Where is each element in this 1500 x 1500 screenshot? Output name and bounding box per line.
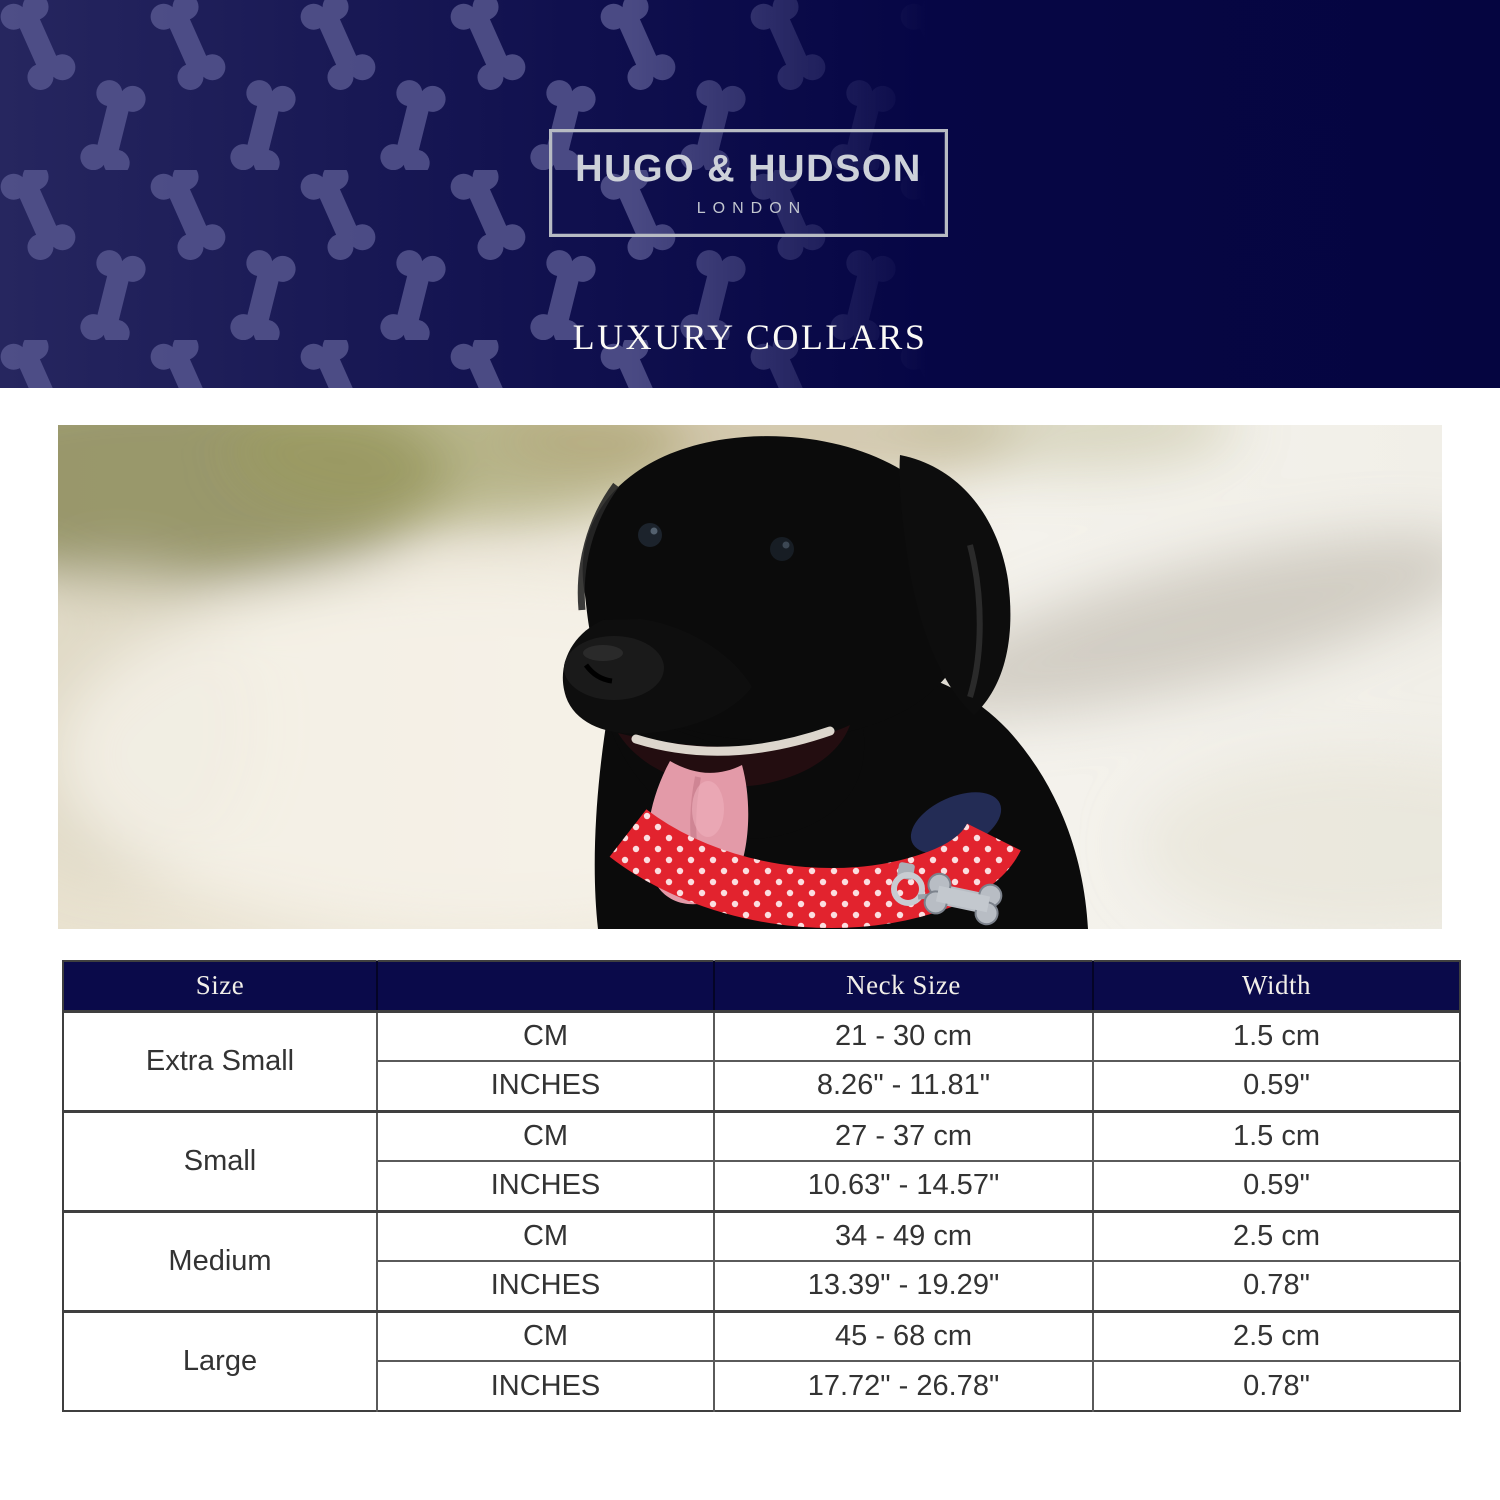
unit-cell: CM [377,1211,714,1261]
unit-cell: INCHES [377,1261,714,1311]
width-cell: 0.59" [1093,1061,1460,1111]
neck-cell: 27 - 37 cm [714,1111,1093,1161]
brand-city: LONDON [696,200,808,217]
table-row [63,1111,1460,1161]
brand-banner [0,0,1500,388]
header-unit [377,961,714,1011]
size-cell: Large [63,1311,377,1411]
product-photo [58,425,1442,929]
page-title: LUXURY COLLARS [572,317,928,357]
unit-cell: CM [377,1111,714,1161]
neck-cell: 17.72" - 26.78" [714,1361,1093,1411]
neck-cell: 13.39" - 19.29" [714,1261,1093,1311]
table-row [63,1311,1460,1361]
unit-cell: INCHES [377,1361,714,1411]
unit-cell: CM [377,1311,714,1361]
header-width: Width [1093,961,1460,1011]
size-cell: Extra Small [63,1011,377,1111]
header-size: Size [63,961,377,1011]
size-cell: Small [63,1111,377,1211]
width-cell: 2.5 cm [1093,1311,1460,1361]
width-cell: 0.59" [1093,1161,1460,1211]
dog-photo-illustration [58,425,1442,929]
width-cell: 0.78" [1093,1261,1460,1311]
table-row [63,1211,1460,1261]
brand-logo [549,129,948,237]
neck-cell: 45 - 68 cm [714,1311,1093,1361]
width-cell: 1.5 cm [1093,1111,1460,1161]
table-header-row [63,961,1460,1011]
neck-cell: 10.63" - 14.57" [714,1161,1093,1211]
dog-nose [564,636,664,700]
header-neck-size: Neck Size [714,961,1093,1011]
unit-cell: INCHES [377,1161,714,1211]
width-cell: 0.78" [1093,1361,1460,1411]
width-cell: 1.5 cm [1093,1011,1460,1061]
size-cell: Medium [63,1211,377,1311]
neck-cell: 8.26" - 11.81" [714,1061,1093,1111]
unit-cell: INCHES [377,1061,714,1111]
neck-cell: 21 - 30 cm [714,1011,1093,1061]
width-cell: 2.5 cm [1093,1211,1460,1261]
brand-name: HUGO & HUDSON [575,148,922,190]
table-row [63,1011,1460,1061]
unit-cell: CM [377,1011,714,1061]
size-chart-table [62,960,1461,1412]
neck-cell: 34 - 49 cm [714,1211,1093,1261]
